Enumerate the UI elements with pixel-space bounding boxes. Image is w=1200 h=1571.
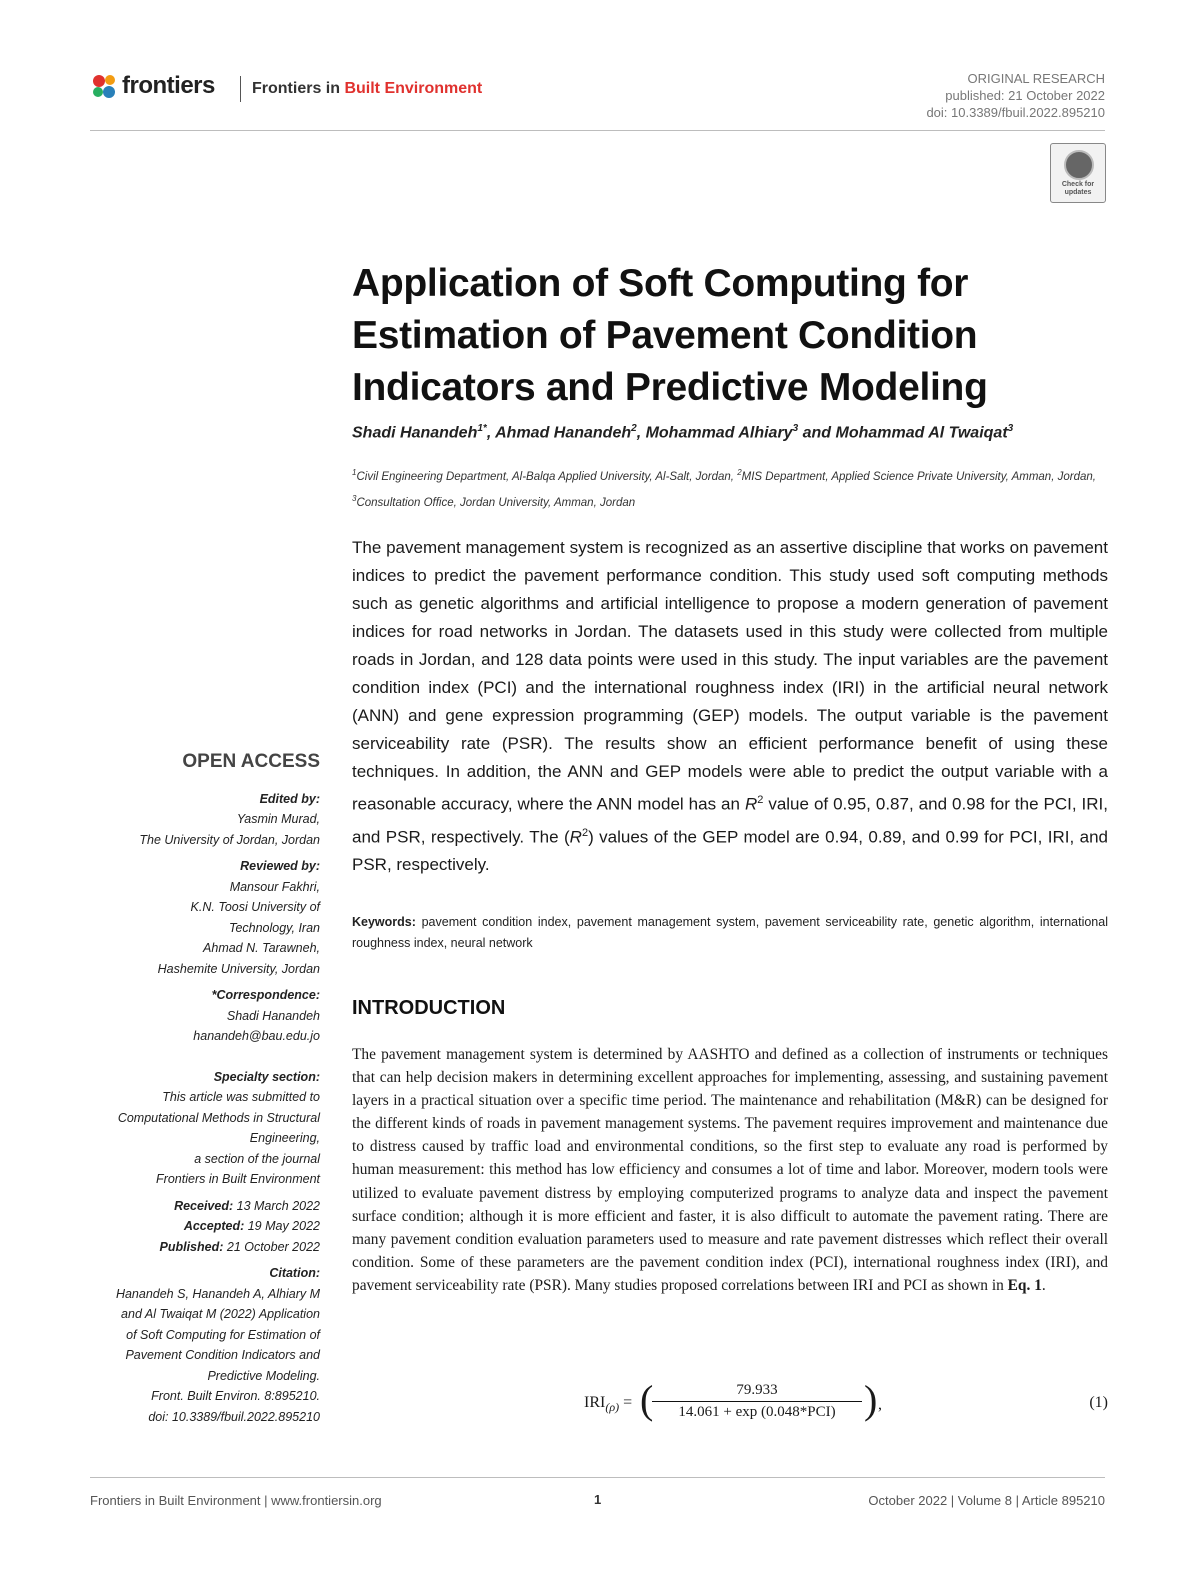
header-rule (90, 130, 1105, 131)
article-meta (926, 70, 1105, 121)
frontiers-logo-icon (90, 72, 120, 102)
reviewer-line: Ahmad N. Tarawneh, (203, 941, 320, 955)
equation-trail: , (878, 1396, 882, 1413)
specialty-list (80, 1087, 320, 1190)
specialty-line: Engineering, (249, 1131, 320, 1145)
specialty-line: a section of the journal (194, 1151, 320, 1166)
footer-volume: October 2022 | Volume 8 | Article 895210 (868, 1493, 1105, 1508)
affiliation-text: MIS Department, Applied Science Private University, Amman, Jordan, (741, 470, 1096, 483)
correspondence-line: hanandeh@bau.edu.jo (193, 1029, 320, 1043)
denominator: 14.061 + exp (0.048*PCI) (678, 1404, 836, 1420)
article-title: Application of Soft Computing for Estimation of Pavement Condition Indicators and Predictive Modeling (352, 262, 988, 409)
editor-line: The University of Jordan, Jordan (139, 832, 320, 847)
check-for-updates-button[interactable] (1050, 143, 1106, 203)
author-name[interactable]: Mohammad Al Twaiqat (835, 424, 1008, 442)
journal-name[interactable]: Frontiers in Built Environment (252, 80, 483, 97)
reviewer-line: Technology, Iran (228, 920, 320, 935)
affiliation-text: Civil Engineering Department, Al-Balqa Applied University, Al-Salt, Jordan, (356, 470, 738, 483)
author-list: Shadi Hanandeh$^{1*}$, Ahmad Hanandeh$^2$, Mohammad Alhiary$^3$ and Mohammad Al Twaiqat$^3$ (352, 423, 1014, 442)
author-affiliation-mark: 3 (1007, 423, 1014, 434)
footer-rule (90, 1477, 1105, 1478)
brand-name[interactable]: frontiers (122, 72, 215, 99)
published-date-sidebar: Published: 21 October 2022 (159, 1239, 320, 1254)
correspondence-list (80, 1006, 320, 1047)
citation-text (80, 1284, 320, 1428)
numerator: 79.933 (652, 1382, 862, 1402)
sidebar (80, 752, 320, 1427)
section-heading: INTRODUCTION (352, 997, 506, 1019)
reviewer-line: Hashemite University, Jordan (157, 961, 320, 976)
reviewed-by-label: Reviewed by: (240, 859, 320, 873)
update-icon (1064, 150, 1094, 180)
reviewer-list (80, 877, 320, 980)
editor-list (80, 809, 320, 850)
citation-line: Pavement Condition Indicators and (125, 1348, 320, 1362)
reviewer-line: Mansour Fakhri, (229, 879, 320, 894)
equation-1 (352, 1377, 1108, 1430)
author-name[interactable]: Shadi Hanandeh (352, 424, 478, 442)
affiliations (352, 462, 1112, 514)
badge-label: Check for updates (1061, 181, 1095, 196)
citation-line: of Soft Computing for Estimation of (126, 1327, 320, 1342)
edited-by-label: Edited by: (259, 791, 320, 806)
author-name[interactable]: Ahmad Hanandeh (495, 424, 632, 442)
specialty-line: This article was submitted to (162, 1090, 320, 1104)
published-date: published: 21 October 2022 (945, 88, 1105, 103)
citation-line: doi: 10.3389/fbuil.2022.895210 (148, 1409, 320, 1424)
equation-reference-link[interactable]: Eq. 1 (1007, 1276, 1042, 1294)
affiliation-mark: 2 (737, 468, 742, 477)
author-affiliation-mark: 2 (631, 423, 637, 434)
author-name[interactable]: Mohammad Alhiary (645, 424, 793, 442)
author-affiliation-mark: 3 (792, 423, 799, 434)
equation-number: (1) (1089, 1394, 1108, 1411)
abstract: The pavement management system is recognized as an assertive discipline that works on pavement indices to predict the pavement performance condition. This study used soft computing methods such as genetic algorithms and artificial intelligence to propose a modern generation of pavement indices for road networks in Jordan. The datasets used in this study were collected from multiple roads in Jordan, and 128 data points were used in this study. The input variables are the pavement condition index (PCI) and the international roughness index (IRI) in the artificial neural network (ANN) and gene expression programming (GEP) models. The output variable is the pavement serviceability rate (PSR). The results show an efficient performance benefit of using these techniques. In addition, the ANN and GEP models were able to predict the output variable with a reasonable accuracy, where the ANN model has an $R^2$ value of 0.95, 0.87, and 0.98 for the PCI, IRI, and PSR, respectively. The $(R^2)$ values of the GEP model are 0.94, 0.89, and 0.99 for PCI, IRI, and PSR, respectively. (352, 538, 1108, 875)
header-divider (240, 76, 241, 102)
citation-line: Front. Built Environ. 8:895210. (151, 1389, 320, 1403)
citation-label: Citation: (269, 1266, 320, 1280)
introduction-text: The pavement management system is determined by AASHTO and defined as a collection of instruments or techniques that can help decision makers in determining excellent approaches for implementing, assessing, and sustaining pavement layers in a practical situation over a specific time period. The maintenance and rehabilitation (M&R) can be designed for the different kinds of roads in pavement management systems. The pavement requires improvement and maintenance due to distress caused by traffic load and environmental conditions, so the first step to evaluate any road is performed by human measurement: this method has low efficiency and consumes a lot of time and labor. Moreover, modern tools were utilized to evaluate pavement distress by employing computerized programs to analyze data and inspect the pavement surface condition; although it is more efficient and faster, it is also difficult to automate the pavement rating. There are many pavement condition evaluation parameters used to measure and rate pavement distresses which reflect their overall condition. Some of these parameters are the pavement condition index (PCI), international roughness index (IRI), and pavement serviceability rate (PSR). Many studies proposed correlations between IRI and PCI as shown in Eq. 1. (352, 1046, 1108, 1294)
equation-fraction (652, 1382, 862, 1421)
citation-line: Hanandeh S, Hanandeh A, Alhiary M (115, 1286, 320, 1301)
page-number: 1 (594, 1492, 602, 1507)
equation-lhs: $IRI_{(\rho)}$ = (584, 1394, 633, 1415)
article-type: ORIGINAL RESEARCH (967, 71, 1105, 86)
affiliation-mark: 3 (352, 493, 357, 503)
citation-line: Predictive Modeling. (207, 1368, 320, 1383)
footer-journal-link[interactable]: Frontiers in Built Environment | www.frontiersin.org (90, 1493, 382, 1508)
right-paren: ) (864, 1377, 878, 1422)
editor-line: Yasmin Murad, (236, 812, 320, 826)
reviewer-line: K.N. Toosi University of (190, 900, 320, 914)
citation-line: and Al Twaiqat M (2022) Application (121, 1307, 320, 1321)
left-paren: ( (640, 1377, 654, 1422)
doi-link[interactable]: doi: 10.3389/fbuil.2022.895210 (926, 105, 1105, 120)
author-affiliation-mark: 1* (477, 423, 487, 434)
received-date: Received: 13 March 2022 (174, 1198, 320, 1213)
affiliation-mark: 1 (352, 468, 357, 477)
affiliation-text: Consultation Office, Jordan University, Amman, Jordan (356, 496, 636, 509)
accepted-date: Accepted: 19 May 2022 (183, 1219, 320, 1233)
correspondence-label: *Correspondence: (211, 988, 320, 1002)
specialty-label: Specialty section: (213, 1069, 320, 1084)
specialty-line: Frontiers in Built Environment (156, 1172, 320, 1186)
correspondence-line: Shadi Hanandeh (226, 1008, 320, 1023)
specialty-line: Computational Methods in Structural (117, 1110, 320, 1125)
open-access-label: OPEN ACCESS (182, 751, 320, 772)
keywords: Keywords: pavement condition index, pavement management system, pavement serviceability rate, genetic algorithm, international roughness index, neural network (352, 915, 1108, 950)
